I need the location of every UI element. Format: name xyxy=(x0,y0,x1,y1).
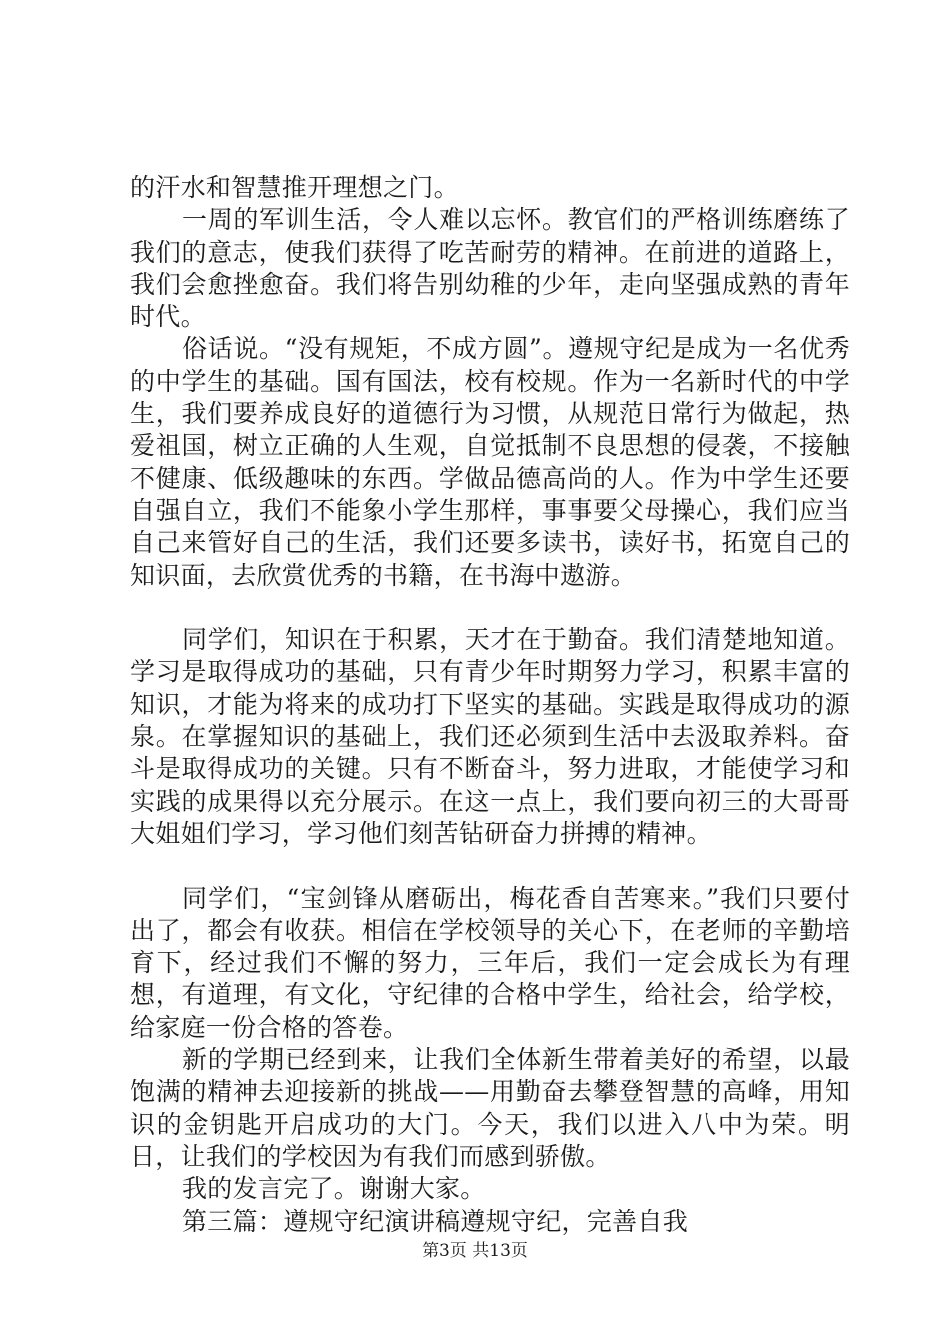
paragraph-3: 俗话说。“没有规矩，不成方圆”。遵规守纪是成为一名优秀的中学生的基础。国有国法，校有校规。作为一名新时代的中学生，我们要养成良好的道德行为习惯，从规范日常行为做起，热爱祖国，树立正确的人生观，自觉抵制不良思想的侵袭，不接触不健康、低级趣味的东西。学做品德高尚的人。作为中学生还要自强自立，我们不能象小学生那样，事事要父母操心，我们应当自己来管好自己的生活，我们还要多读书，读好书，拓宽自己的知识面，去欣赏优秀的书籍，在书海中遨游。 xyxy=(130,334,850,590)
paragraph-6: 新的学期已经到来，让我们全体新生带着美好的希望，以最饱满的精神去迎接新的挑战——用勤奋去攀登智慧的高峰，用知识的金钥匙开启成功的大门。今天，我们以进入八中为荣。明日，让我们的学校因为有我们而感到骄傲。 xyxy=(130,1045,850,1171)
paragraph-4: 同学们，知识在于积累，天才在于勤奋。我们清楚地知道。学习是取得成功的基础，只有青少年时期努力学习，积累丰富的知识，才能为将来的成功打下坚实的基础。实践是取得成功的源泉。在掌握知识的基础上，我们还必须到生活中去汲取养料。奋斗是取得成功的关键。只有不断奋斗，努力进取，才能使学习和实践的成果得以充分展示。在这一点上，我们要向初三的大哥哥大姐姐们学习，学习他们刻苦钻研奋力拼搏的精神。 xyxy=(130,625,850,848)
paragraph-2: 一周的军训生活，令人难以忘怀。教官们的严格训练磨练了我们的意志，使我们获得了吃苦耐劳的精神。在前进的道路上，我们会愈挫愈奋。我们将告别幼稚的少年，走向坚强成熟的青年时代。 xyxy=(130,205,850,332)
section-heading: 第三篇：遵规守纪演讲稿遵规守纪，完善自我 xyxy=(182,1206,689,1236)
paragraph-1: 的汗水和智慧推开理想之门。 xyxy=(130,173,459,202)
page-footer: 第3页 共13页 xyxy=(422,1241,528,1261)
paragraph-7: 我的发言完了。谢谢大家。 xyxy=(182,1174,486,1204)
paragraph-5: 同学们，“宝剑锋从磨砺出，梅花香自苦寒来。”我们只要付出了，都会有收获。相信在学校领导的关心下，在老师的辛勤培育下，经过我们不懈的努力，三年后，我们一定会成长为有理想，有道理，有文化，守纪律的合格中学生，给社会，给学校，给家庭一份合格的答卷。 xyxy=(130,883,850,1042)
document-body xyxy=(130,172,850,1238)
